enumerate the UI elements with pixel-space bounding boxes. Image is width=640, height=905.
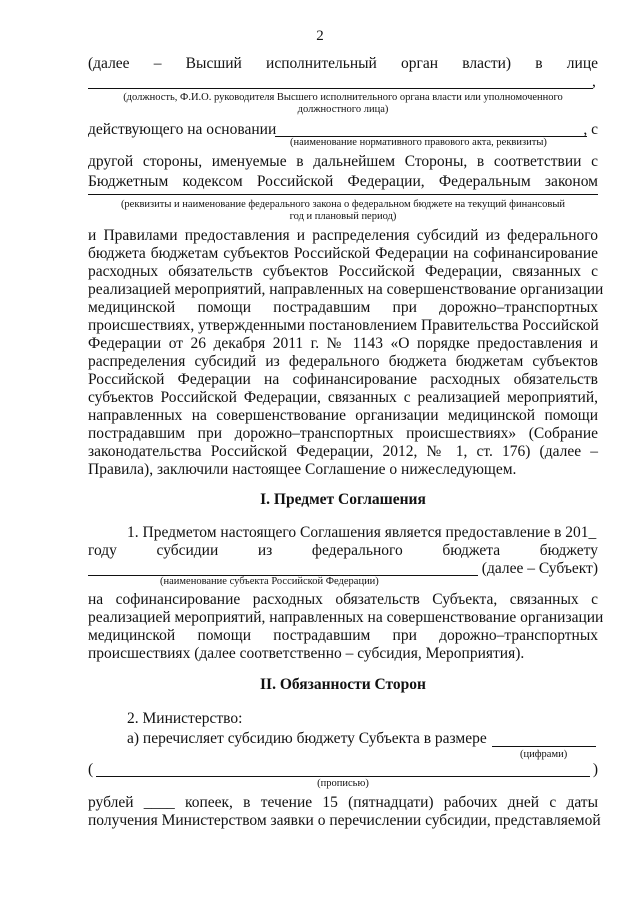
section-heading: II. Обязанности Сторон xyxy=(260,676,426,693)
text-line: Бюджетным кодексом Российской Федерации, Федеральным законом xyxy=(88,173,598,190)
text-line: получения Министерством заявки о перечислении субсидии, представляемой xyxy=(88,812,601,829)
text-line: действующего на основании xyxy=(88,121,277,138)
text-line: законодательства Российской Федерации, 2012, № 1, ст. 176) (далее – xyxy=(88,443,598,460)
field-caption: (наименование субъекта Российской Федерации) xyxy=(160,576,379,587)
text-line: рублей ____ копеек, в течение 15 (пятнадцати) рабочих дней с даты xyxy=(88,794,598,811)
page-number: 2 xyxy=(316,28,324,44)
field-caption: (реквизиты и наименование федерального закона о федеральном бюджете на текущий финансовый xyxy=(120,199,566,210)
text-line: 2. Министерство: xyxy=(127,710,243,727)
text-line: , с xyxy=(583,121,598,138)
text-line: 1. Предметом настоящего Соглашения является предоставление в 201_ xyxy=(127,524,597,541)
text-line: а) перечисляет субсидию бюджету Субъекта в размере xyxy=(127,730,487,747)
text-line: на софинансирование расходных обязательств Субъекта, связанных с xyxy=(88,591,598,608)
open-paren: ( xyxy=(88,761,94,778)
field-caption: (должность, Ф.И.О. руководителя Высшего исполнительного органа власти или уполномоченного xyxy=(123,92,563,103)
fill-in-blank xyxy=(492,746,596,747)
text-line: субъектов Российской Федерации, связанных с реализацией мероприятий, xyxy=(88,389,598,406)
text-line: распределения субсидий из федерального бюджета бюджетам субъектов xyxy=(88,353,598,370)
text-line: реализацией мероприятий, направленных на совершенствование организации xyxy=(88,281,604,298)
text-line: медицинской помощи пострадавшим при дорожно–транспортных xyxy=(88,627,598,644)
field-caption: (наименование нормативного правового акта, реквизиты) xyxy=(290,137,547,148)
field-caption: (цифрами) xyxy=(520,749,568,760)
text-line: (далее – Высший исполнительный орган власти) в лице xyxy=(88,55,598,72)
field-caption: должностного лица) xyxy=(297,104,389,115)
close-paren: ) xyxy=(592,761,598,778)
fill-in-blank xyxy=(88,88,593,89)
punctuation: , xyxy=(592,73,596,90)
text-line: медицинской помощи пострадавшим при дорожно–транспортных xyxy=(88,299,598,316)
text-line: реализацией мероприятий, направленных на совершенствование организации xyxy=(88,609,604,626)
text-line: происшествиях, утвержденными постановлением Правительства Российской xyxy=(88,317,599,334)
text-line: Федерации от 26 декабря 2011 г. № 1143 «О порядке предоставления и xyxy=(88,335,598,352)
text-line: году субсидии из федерального бюджета бюджету xyxy=(88,542,598,559)
section-heading: I. Предмет Соглашения xyxy=(260,491,426,508)
text-line: происшествиях (далее соответственно – субсидия, Мероприятия). xyxy=(88,645,525,662)
text-line: направленных на совершенствование организации медицинской помощи xyxy=(88,407,598,424)
text-line: бюджета бюджетам субъектов Российской Федерации на софинансирование xyxy=(88,245,598,262)
field-caption: (прописью) xyxy=(317,778,369,789)
fill-in-blank xyxy=(88,194,598,195)
field-caption: год и плановый период) xyxy=(289,211,397,222)
text-line: (далее – Субъект) xyxy=(481,560,598,577)
text-line: пострадавшим при дорожно–транспортных происшествиях» (Собрание xyxy=(88,425,598,442)
text-line: расходных обязательств субъектов Российской Федерации, связанных с xyxy=(88,263,598,280)
text-line: другой стороны, именуемые в дальнейшем Стороны, в соответствии с xyxy=(88,153,598,170)
text-line: Российской Федерации на софинансирование расходных обязательств xyxy=(88,371,598,388)
text-line: и Правилами предоставления и распределения субсидий из федерального xyxy=(88,227,598,244)
text-line: Правила), заключили настоящее Соглашение о нижеследующем. xyxy=(88,461,517,478)
